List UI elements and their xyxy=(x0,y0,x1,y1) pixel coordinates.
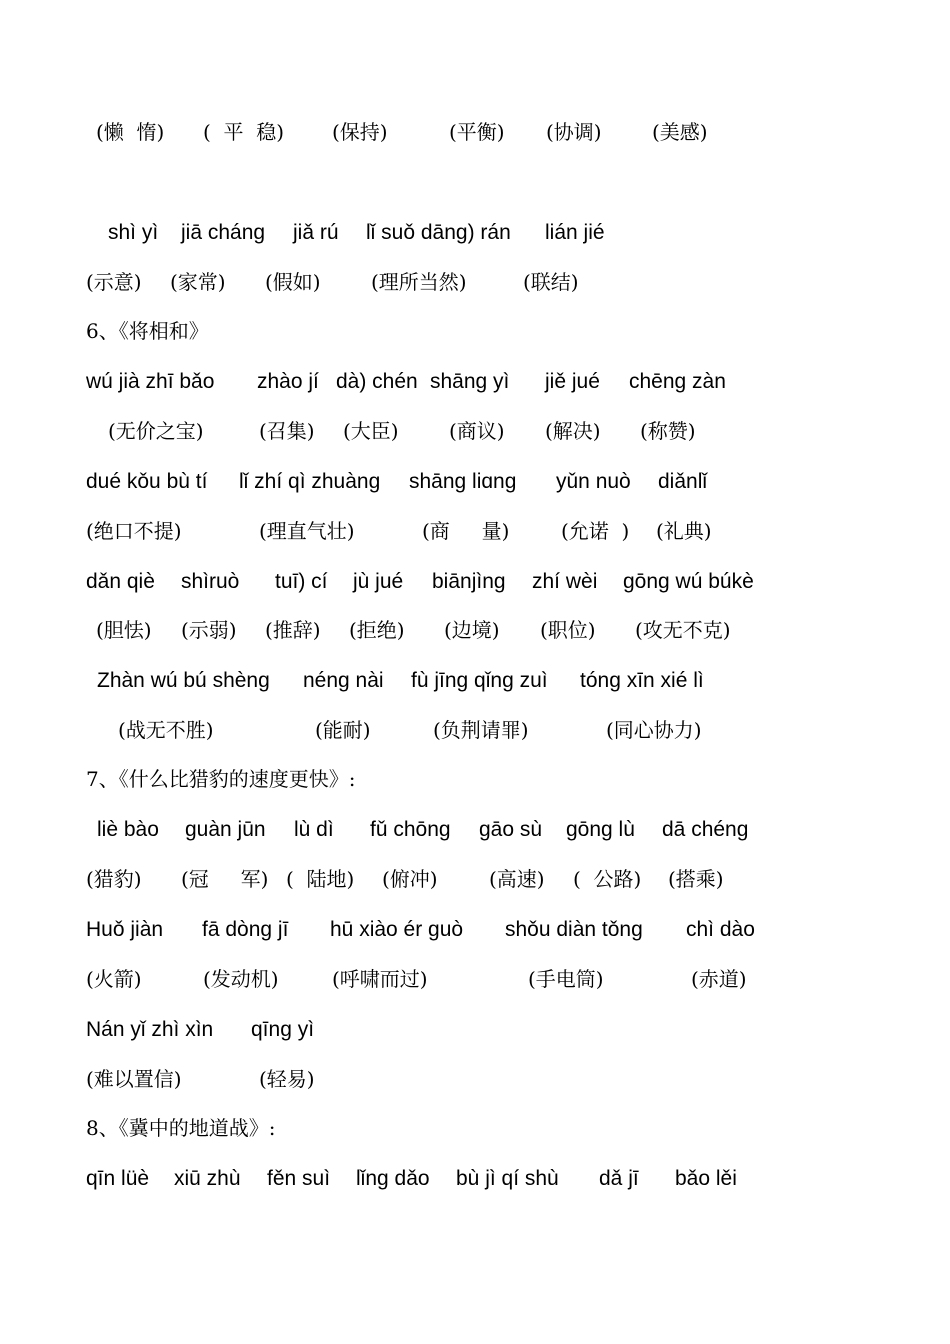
pinyin-word: hū xiào ér guò xyxy=(330,918,464,941)
pinyin-word: lián jié xyxy=(545,221,605,244)
chinese-word: (拒绝) xyxy=(349,618,405,642)
pinyin-word: jù jué xyxy=(353,570,404,593)
pinyin-word: lǐ suǒ dāng) rán xyxy=(366,221,511,244)
pinyin-word: bù jì qí shù xyxy=(456,1167,559,1190)
chinese-word: (理所当然) xyxy=(371,270,467,294)
pinyin-word: gōng wú búkè xyxy=(623,570,754,593)
pinyin-word: dà) chén xyxy=(336,370,418,393)
pinyin-word: gōng lù xyxy=(566,818,635,841)
pinyin-word: tuī) cí xyxy=(275,570,328,593)
chinese-word: (猎豹) xyxy=(86,867,142,891)
chinese-word: (解决) xyxy=(545,419,601,443)
chinese-word: (同心协力) xyxy=(606,718,702,742)
chinese-word: (轻易) xyxy=(259,1067,315,1091)
chinese-word: (礼典) xyxy=(656,519,712,543)
chinese-word: ( 公路) xyxy=(573,867,642,891)
chinese-word: 6、《将相和》 xyxy=(86,319,209,343)
chinese-word: ( 平 稳) xyxy=(203,120,285,144)
pinyin-word: lǐng dǎo xyxy=(356,1167,430,1190)
pinyin-word: Zhàn wú bú shènɡ xyxy=(97,669,270,692)
chinese-word: (战无不胜) xyxy=(118,718,214,742)
pinyin-word: zhí wèi xyxy=(532,570,598,593)
chinese-word: (协调) xyxy=(546,120,602,144)
chinese-word: (允诺 ) xyxy=(561,519,630,543)
chinese-word: 8、《冀中的地道战》: xyxy=(86,1116,276,1140)
chinese-word: (负荆请罪) xyxy=(433,718,529,742)
chinese-word: (搭乘) xyxy=(668,867,724,891)
pinyin-word: fù jīng qǐng zuì xyxy=(411,669,548,692)
chinese-word: (美感) xyxy=(652,120,708,144)
chinese-word: (假如) xyxy=(265,270,321,294)
chinese-word: (胆怯) xyxy=(96,618,152,642)
chinese-word: (绝口不提) xyxy=(86,519,182,543)
chinese-word: (平衡) xyxy=(449,120,505,144)
chinese-word: (懒 惰) xyxy=(96,120,165,144)
pinyin-word: gāo sù xyxy=(479,818,543,841)
chinese-word: (手电筒) xyxy=(528,967,604,991)
pinyin-word: tóng xīn xié lì xyxy=(580,669,704,692)
chinese-word: (边境) xyxy=(444,618,500,642)
pinyin-word: fā dòng jī xyxy=(202,918,289,941)
chinese-word: ( 陆地) xyxy=(286,867,355,891)
chinese-word: (称赞) xyxy=(640,419,696,443)
chinese-word: (呼啸而过) xyxy=(332,967,428,991)
chinese-word: (商 量) xyxy=(422,519,510,543)
pinyin-word: chēng zàn xyxy=(629,370,726,393)
chinese-word: (攻无不克) xyxy=(635,618,731,642)
chinese-word: (联结) xyxy=(523,270,579,294)
pinyin-word: guàn jūn xyxy=(185,818,266,841)
chinese-word: (理直气壮) xyxy=(259,519,355,543)
pinyin-word: dǎ jī xyxy=(599,1167,639,1190)
pinyin-word: shāng yì xyxy=(430,370,510,393)
pinyin-word: dā chéng xyxy=(662,818,749,841)
chinese-word: 7、《什么比猎豹的速度更快》: xyxy=(86,767,356,791)
pinyin-word: jiǎ rú xyxy=(293,221,339,244)
pinyin-word: biānjìng xyxy=(432,570,506,593)
pinyin-word: lǐ zhí qì zhuàng xyxy=(239,470,381,493)
pinyin-word: néng nài xyxy=(303,669,384,692)
pinyin-word: jiě jué xyxy=(545,370,600,393)
chinese-word: (保持) xyxy=(332,120,388,144)
chinese-word: (赤道) xyxy=(691,967,747,991)
pinyin-word: wú jià zhī bǎo xyxy=(86,370,215,393)
pinyin-word: xiū zhù xyxy=(174,1167,241,1190)
chinese-word: (示弱) xyxy=(181,618,237,642)
chinese-word: (职位) xyxy=(540,618,596,642)
pinyin-word: shìruò xyxy=(181,570,240,593)
chinese-word: (推辞) xyxy=(265,618,321,642)
pinyin-word: qīn lüè xyxy=(86,1167,150,1190)
pinyin-word: dué kǒu bù tí xyxy=(86,470,208,493)
chinese-word: (商议) xyxy=(449,419,505,443)
pinyin-word: yǔn nuò xyxy=(556,470,631,493)
pinyin-word: shāng liɑng xyxy=(409,470,517,493)
pinyin-word: zhào jí xyxy=(257,370,319,393)
pinyin-word: shǒu diàn tǒng xyxy=(505,918,643,941)
pinyin-word: chì dào xyxy=(686,918,755,941)
chinese-word: (家常) xyxy=(170,270,226,294)
chinese-word: (示意) xyxy=(86,270,142,294)
chinese-word: (发动机) xyxy=(203,967,279,991)
chinese-word: (大臣) xyxy=(343,419,399,443)
pinyin-word: qīng yì xyxy=(251,1018,315,1041)
chinese-word: (高速) xyxy=(489,867,545,891)
chinese-word: (无价之宝) xyxy=(108,419,204,443)
pinyin-word: shì yì xyxy=(108,221,159,244)
chinese-word: (火箭) xyxy=(86,967,142,991)
pinyin-word: Huǒ jiàn xyxy=(86,918,164,941)
chinese-word: (冠 军) xyxy=(181,867,269,891)
pinyin-word: jiā cháng xyxy=(181,221,266,244)
pinyin-word: liè bào xyxy=(97,818,159,841)
pinyin-word: fěn suì xyxy=(267,1167,331,1190)
pinyin-word: diǎnlǐ xyxy=(658,470,708,493)
chinese-word: (能耐) xyxy=(315,718,371,742)
pinyin-word: lù dì xyxy=(294,818,334,841)
pinyin-word: Nán yǐ zhì xìn xyxy=(86,1018,214,1041)
pinyin-word: dǎn qiè xyxy=(86,570,155,593)
pinyin-word: bǎo lěi xyxy=(675,1167,737,1190)
chinese-word: (召集) xyxy=(259,419,315,443)
chinese-word: (难以置信) xyxy=(86,1067,182,1091)
chinese-word: (俯冲) xyxy=(382,867,438,891)
pinyin-word: fǔ chōng xyxy=(370,818,451,841)
